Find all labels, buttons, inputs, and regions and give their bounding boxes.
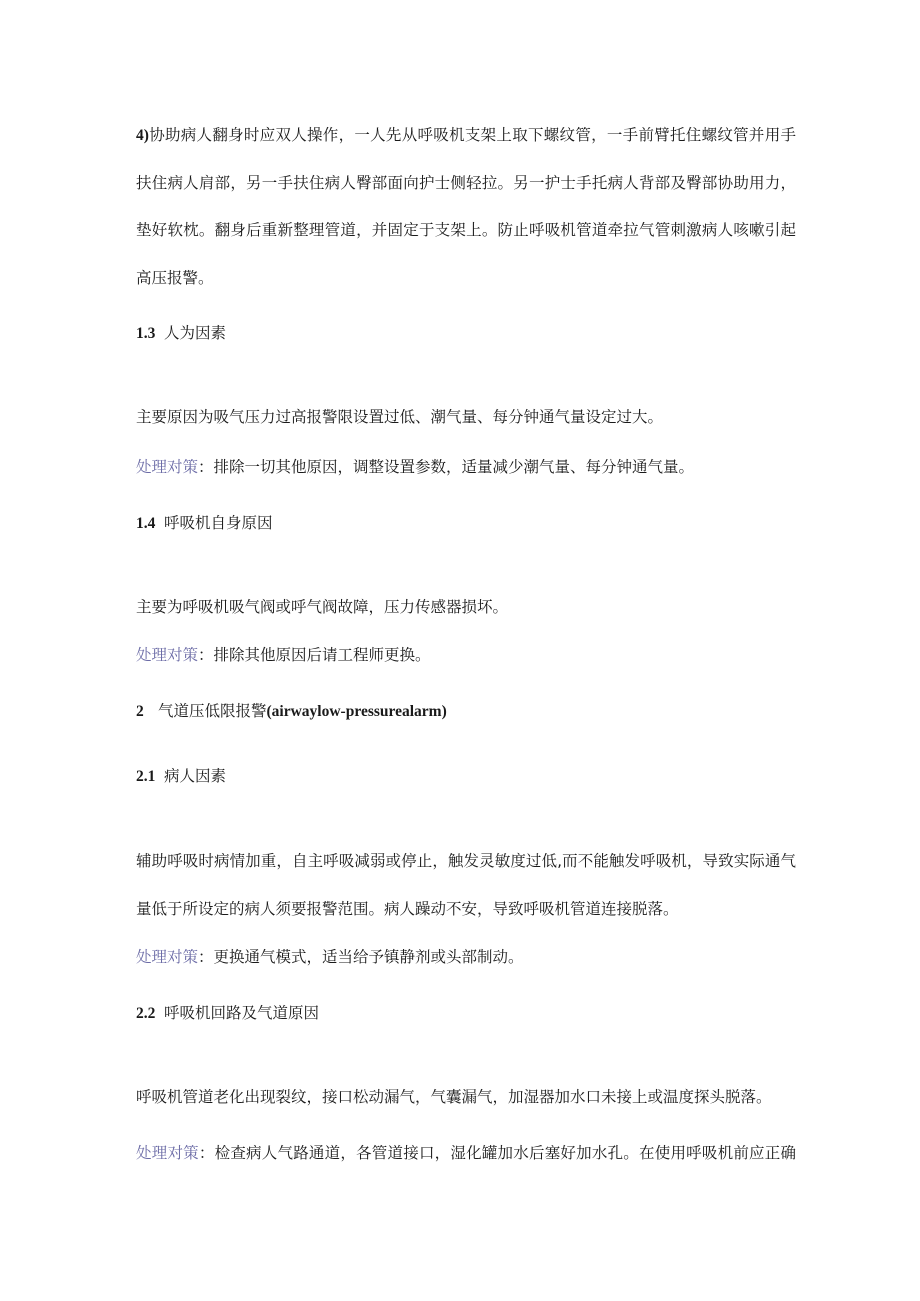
paragraph-text: 高压报警。 [136, 269, 214, 287]
section-title: 呼吸机回路及气道原因 [164, 1004, 320, 1022]
paragraph-text: 扶住病人肩部，另一手扶住病人臀部面向护士侧轻拉。另一护士手托病人背部及臀部协助用力， [136, 174, 796, 192]
paragraph-text: 主要原因为吸气压力过高报警限设置过低、潮气量、每分钟通气量设定过大。 [136, 408, 664, 426]
section-number: 2.2 [136, 1005, 156, 1022]
section-title: 人为因素 [164, 324, 227, 342]
section-title: 气道压低限报警 [158, 702, 267, 720]
measure-text: ：排除其他原因后请工程师更换。 [198, 646, 431, 664]
paragraph-text: 垫好软枕。翻身后重新整理管道，并固定于支架上。防止呼吸机管道牵拉气管刺激病人咳嗽引起 [136, 221, 796, 239]
section-heading-1-4 [136, 512, 273, 535]
section-title: 病人因素 [164, 767, 227, 785]
section-heading-2-2 [136, 1002, 319, 1025]
section-1-3-measure [136, 456, 796, 478]
section-title: 呼吸机自身原因 [164, 514, 273, 532]
paragraph-text: 辅助呼吸时病情加重，自主呼吸减弱或停止，触发灵敏度过低,而不能触发呼吸机，导致实际通气 [136, 852, 796, 870]
measure-text: ：更换通气模式，适当给予镇静剂或头部制动。 [198, 948, 524, 966]
section-2-1-body-line-1 [136, 850, 796, 872]
section-heading-2-1 [136, 765, 226, 788]
section-title-english: (airwaylow-pressurealarm) [266, 703, 447, 720]
paragraph-text: 协助病人翻身时应双人操作，一人先从呼吸机支架上取下螺纹管，一手前臂托住螺纹管并用手 [148, 126, 796, 144]
section-1-4-body [136, 596, 796, 618]
section-2-2-body [136, 1086, 796, 1108]
measure-text: ：检查病人气路通道，各管道接口，湿化罐加水后塞好加水孔。在使用呼吸机前应正确 [198, 1144, 796, 1162]
section-1-4-measure [136, 644, 796, 666]
section-heading-2 [136, 700, 447, 723]
measure-label: 处理对策 [136, 458, 199, 476]
paragraph-text: 主要为呼吸机吸气阀或呼气阀故障，压力传感器损坏。 [136, 598, 509, 616]
section-number: 1.3 [136, 325, 156, 342]
section-2-2-measure [136, 1142, 796, 1164]
section-heading-1-3 [136, 322, 226, 345]
section-number: 2 [136, 703, 144, 720]
measure-label: 处理对策 [136, 948, 199, 966]
section-1-3-body [136, 406, 796, 428]
section-number: 2.1 [136, 768, 156, 785]
paragraph-4-line-3 [136, 219, 796, 241]
section-2-1-body-line-2 [136, 898, 796, 920]
paragraph-text: 呼吸机管道老化出现裂纹，接口松动漏气，气囊漏气，加湿器加水口未接上或温度探头脱落。 [136, 1088, 772, 1106]
paragraph-text: 量低于所设定的病人须要报警范围。病人躁动不安，导致呼吸机管道连接脱落。 [136, 900, 679, 918]
paragraph-4-line-2 [136, 172, 796, 194]
section-number: 1.4 [136, 515, 156, 532]
measure-label: 处理对策 [136, 1144, 199, 1162]
measure-label: 处理对策 [136, 646, 199, 664]
paragraph-4-line-1 [136, 124, 796, 147]
section-2-1-measure [136, 946, 796, 968]
measure-text: ：排除一切其他原因，调整设置参数，适量减少潮气量、每分钟通气量。 [198, 458, 695, 476]
item-number: 4) [136, 127, 149, 144]
paragraph-4-line-4 [136, 267, 796, 289]
